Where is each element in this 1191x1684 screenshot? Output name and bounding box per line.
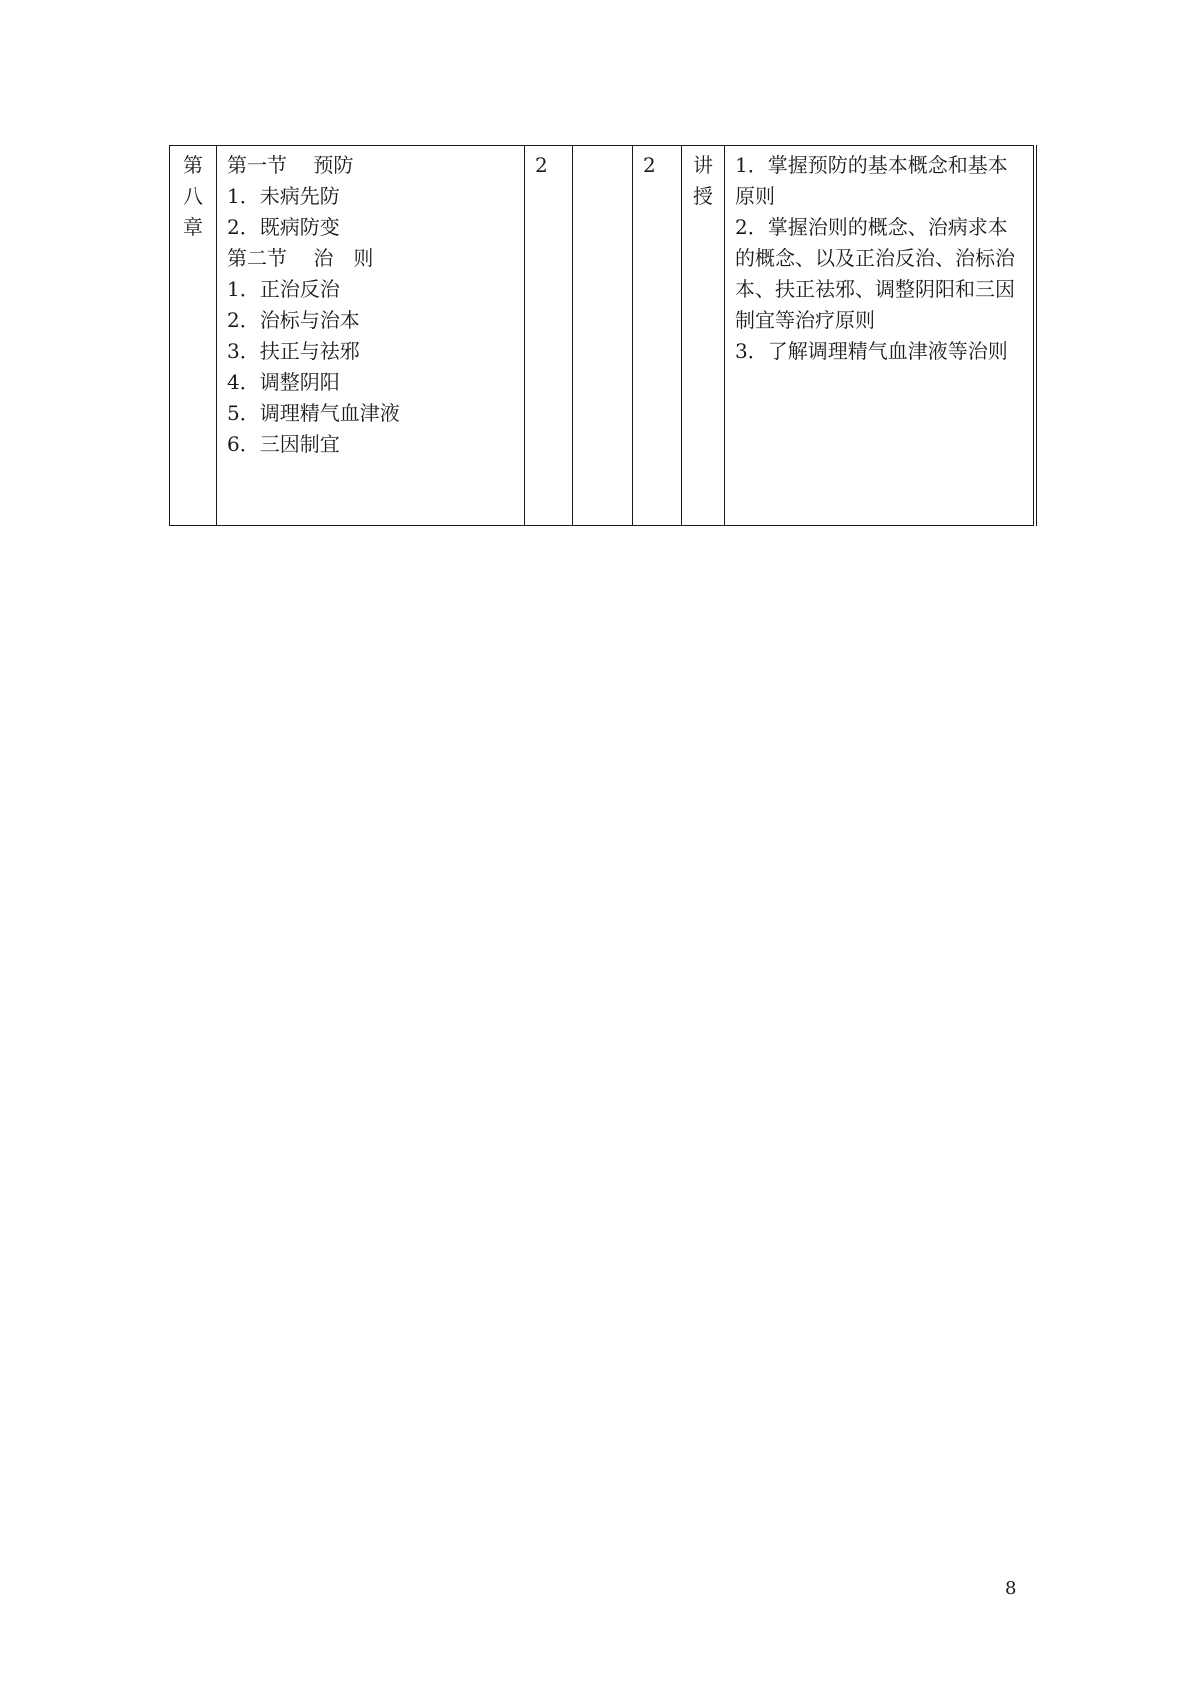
syllabus-table [169,145,1037,526]
chapter-char: 八 [183,184,203,208]
content-line: 4．调整阴阳 [227,370,340,394]
hours-total-cell: 2 [525,146,573,526]
requirement-item: 2．掌握治则的概念、治病求本的概念、以及正治反治、治标治本、扶正祛邪、调整阴阳和三因制宜等治疗原则 [735,215,1015,332]
table-row [170,146,1035,526]
requirements-cell [725,146,1035,526]
requirement-item: 3．了解调理精气血津液等治则 [735,339,1008,363]
content-line: 6．三因制宜 [227,432,340,456]
content-line: 5．调理精气血津液 [227,401,400,425]
page-number: 8 [1005,1578,1017,1599]
hours-practice-cell [573,146,633,526]
teaching-method-cell [682,146,725,526]
hours-theory-cell: 2 [633,146,682,526]
chapter-char: 第 [183,153,203,177]
content-line: 1．正治反治 [227,277,340,301]
requirement-item: 1．掌握预防的基本概念和基本原则 [735,153,1008,208]
content-line: 2．治标与治本 [227,308,360,332]
content-line: 第一节 预防 [227,153,354,177]
method-char: 讲 [693,153,713,177]
content-line: 1．未病先防 [227,184,340,208]
chapter-char: 章 [183,215,203,239]
content-line: 第二节 治 则 [227,246,374,270]
content-cell [217,146,525,526]
method-char: 授 [693,184,713,208]
content-line: 2．既病防变 [227,215,340,239]
content-line: 3．扶正与祛邪 [227,339,360,363]
chapter-cell [170,146,217,526]
